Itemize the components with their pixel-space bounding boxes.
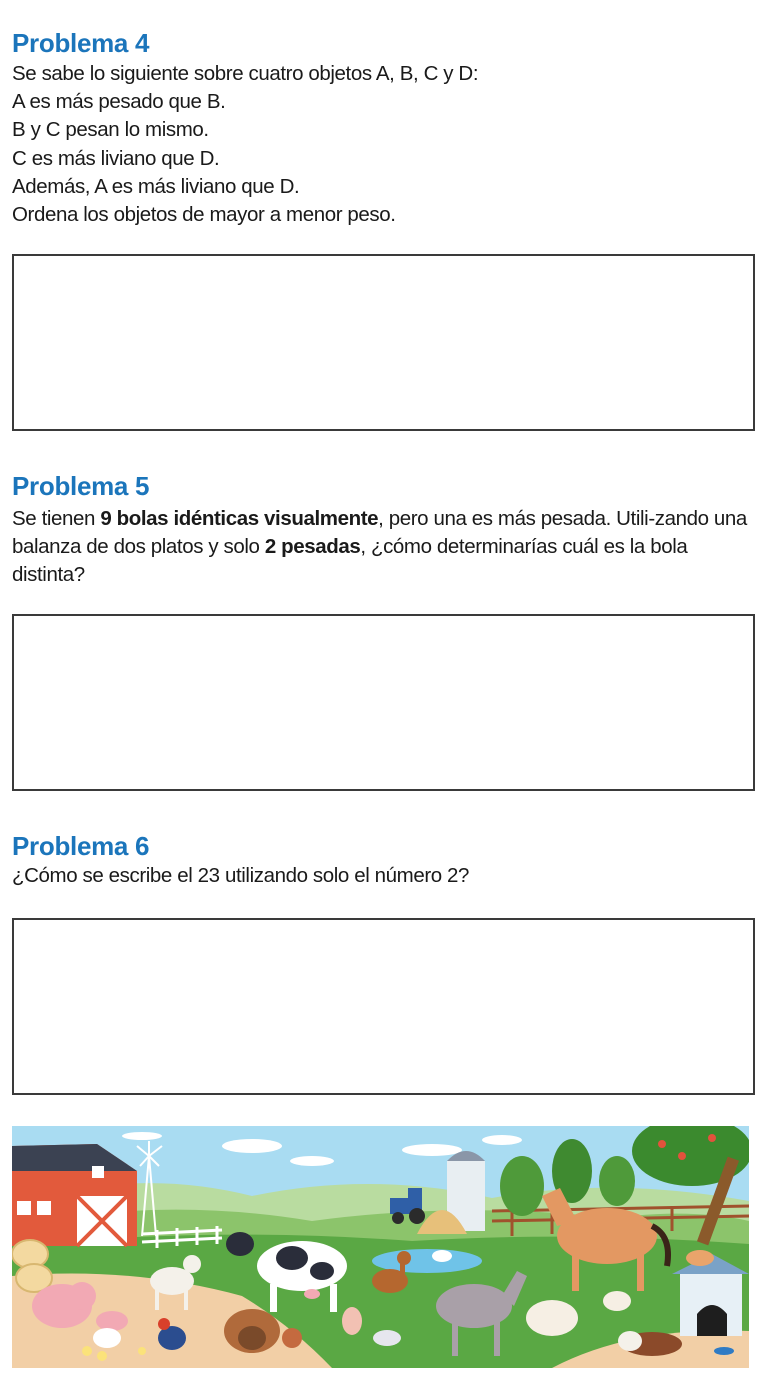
problem-5-paragraph [12,505,760,590]
problem-5-statement [12,505,760,590]
problem-5-text-part: , ¿cómo determinarías cuál es la bola distinta? [12,535,688,587]
problem-6-answer-box[interactable] [12,918,755,1095]
problem-4-line: Además, A es más liviano que D. [12,174,300,198]
swimming-duck-icon [432,1250,452,1262]
cat-icon [686,1250,714,1266]
rabbit-icon [373,1330,401,1346]
problem-5-answer-box[interactable] [12,614,755,791]
problem-4-line: Se sabe lo siguiente sobre cuatro objetos A, B, C y D: [12,62,479,85]
farm-illustration [12,1126,749,1368]
problem-5-text-part: Se tienen [12,507,101,530]
problem-6-statement [12,862,760,890]
piglet-icon [342,1307,362,1335]
problem-4-answer-box[interactable] [12,254,755,431]
problem-6-title: Problema 6 [12,831,150,861]
problem-4-line: A es más pesado que B. [12,90,226,114]
hen-icon [282,1328,302,1348]
problem-6-line: ¿Cómo se escribe el 23 utilizando solo el número 2? [12,864,470,887]
problem-5-bold-text: 9 bolas idénticas visualmente [100,507,379,530]
dog-bowl-icon [714,1347,734,1355]
problem-4-line: B y C pesan lo mismo. [12,118,209,142]
turkey-icon [224,1309,280,1353]
problem-5-title: Problema 5 [12,471,150,501]
problem-4-line: C es más liviano que D. [12,146,220,170]
hen-icon [93,1328,121,1348]
problem-4-statement [12,60,760,229]
problem-4-title: Problema 4 [12,28,150,58]
problem-4-line: Ordena los objetos de mayor a menor peso. [12,203,396,227]
barn-icon [12,1144,137,1246]
problem-5-bold-text: 2 pesadas [264,535,361,559]
problem-5-text-part: , pero una es más pesada. Utili-zando una balanza de dos platos y solo [12,507,747,559]
